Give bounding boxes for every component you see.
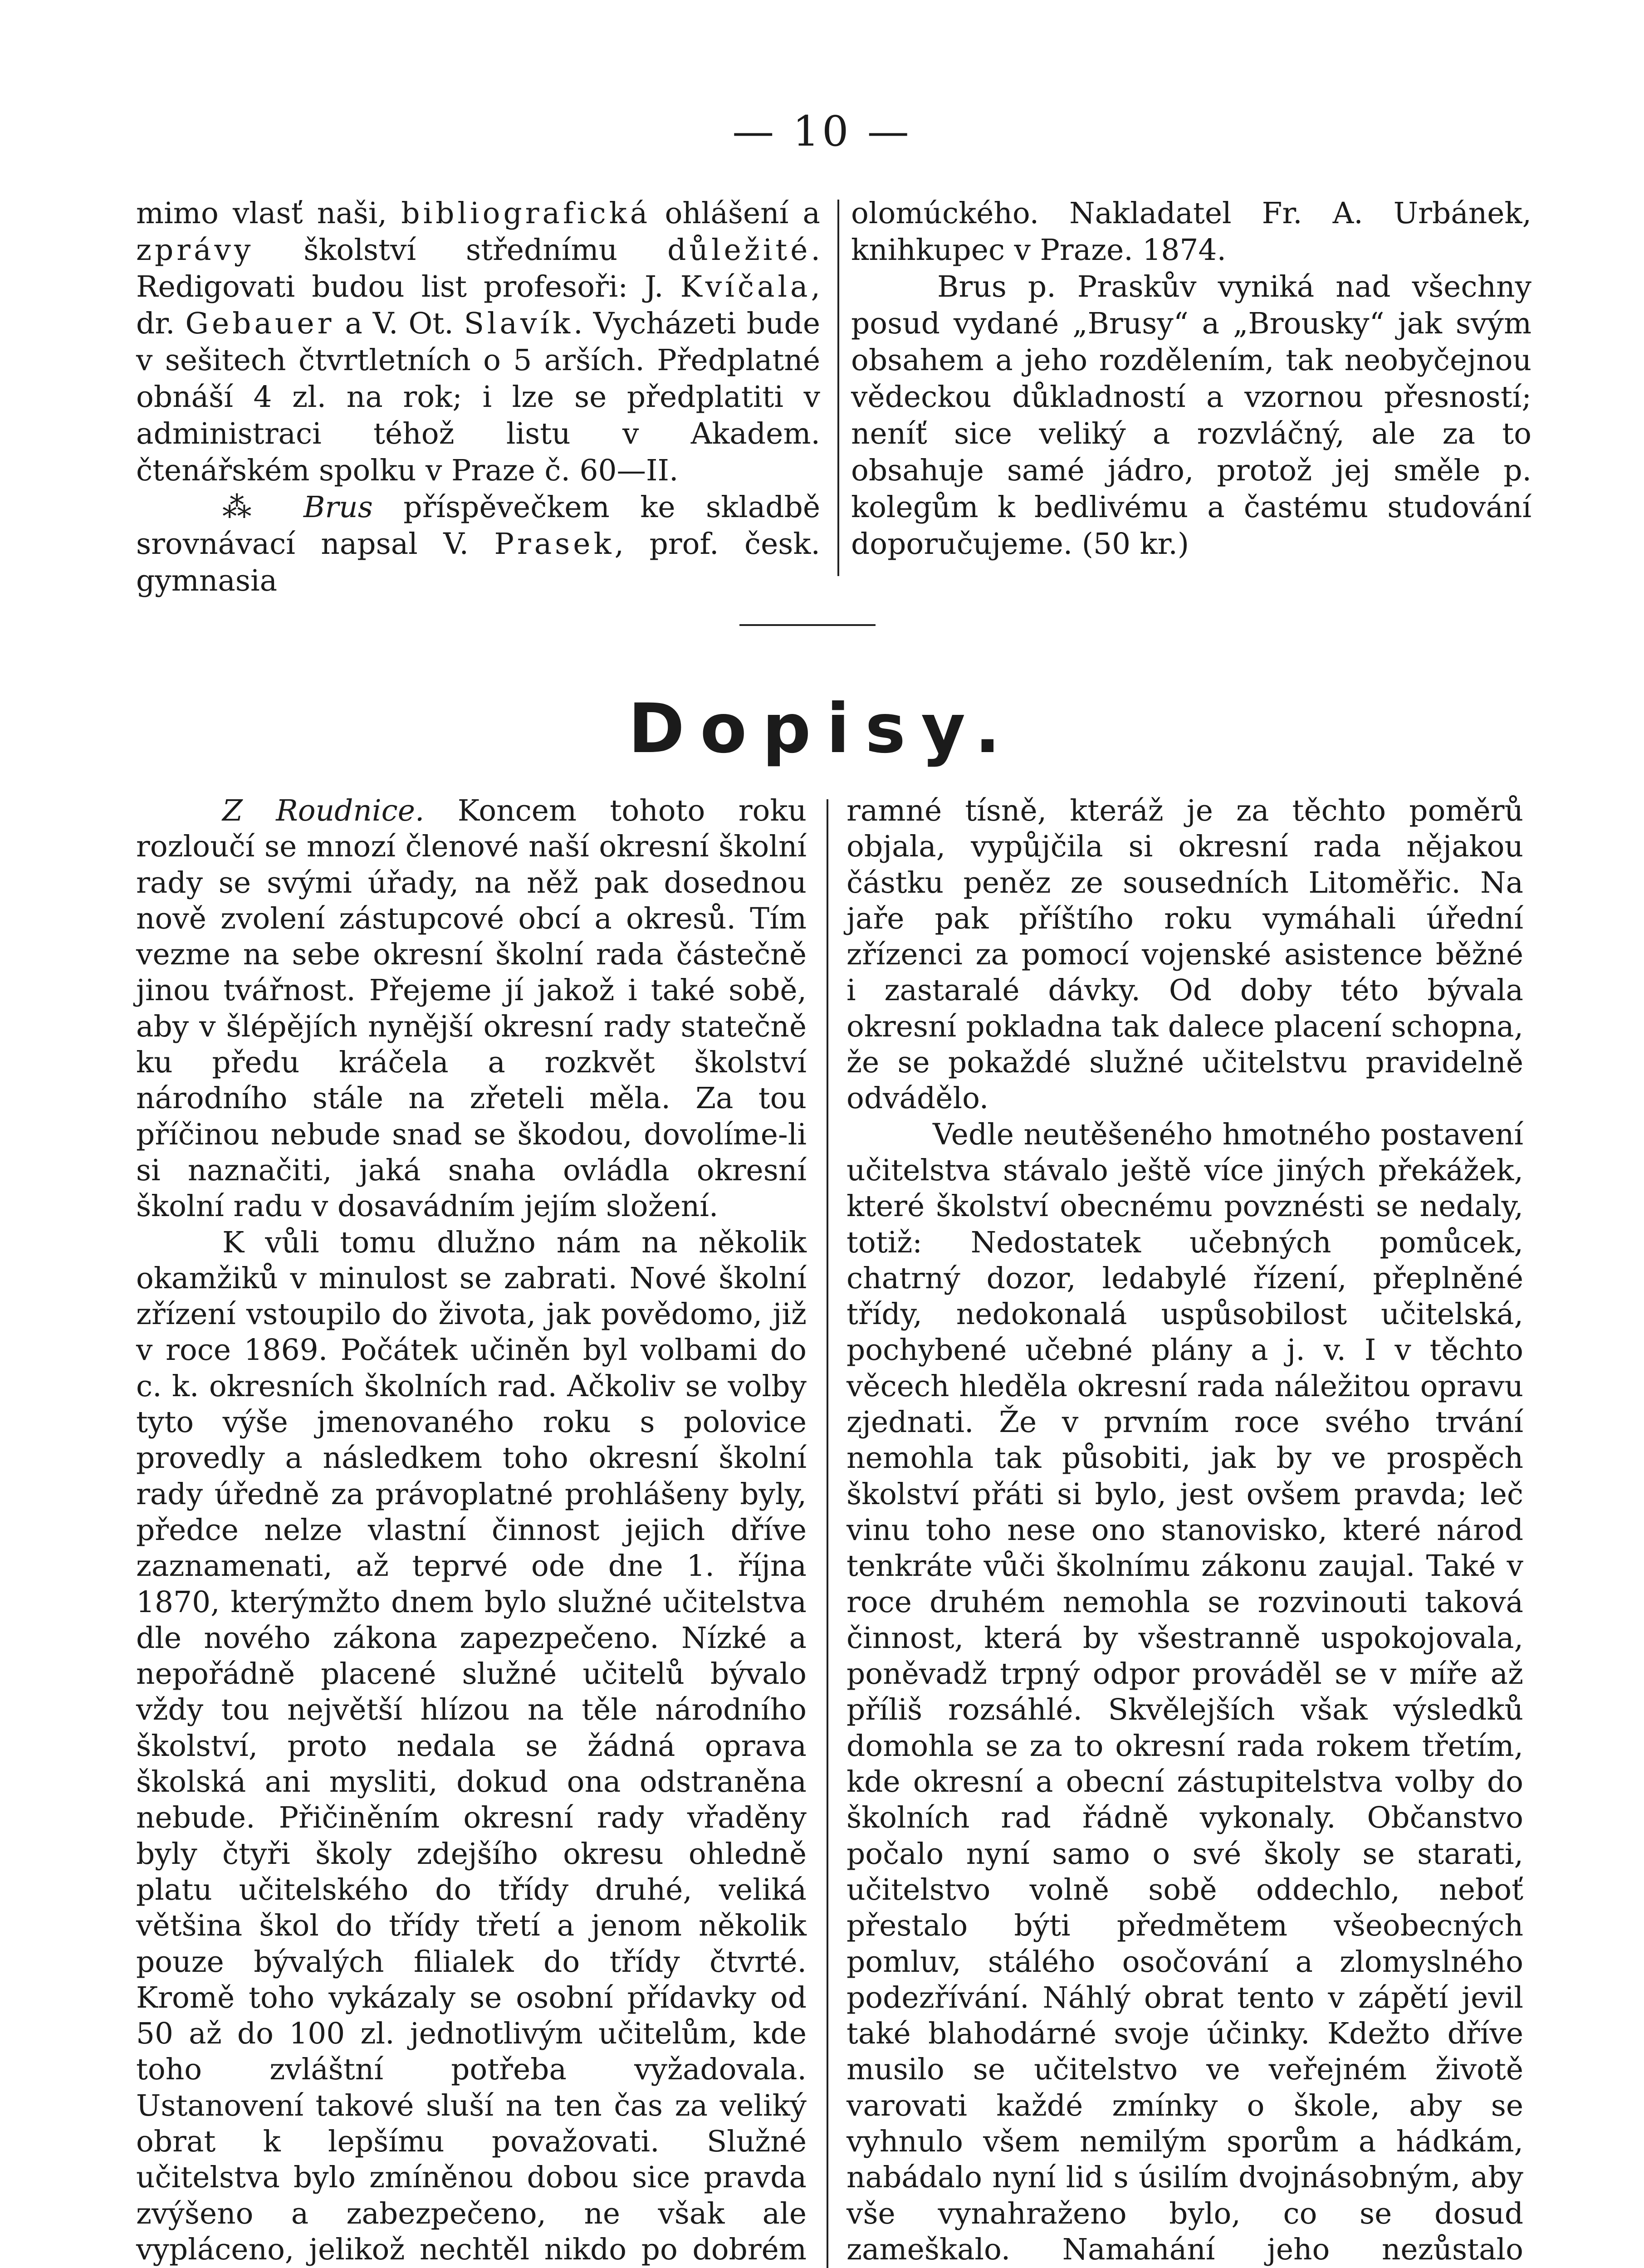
asterism-glyph: ⁂	[222, 490, 303, 524]
author-name: Prasek	[494, 527, 615, 561]
article-text: Koncem tohoto roku rozloučí se mnozí členové naší okresní školní rady se svými úřady, na něž pak dosednou nově zvolení zástupcové obcí a okresů. Tím vezme na sebe okresní školní rada částečně jinou tvářnost. Přejeme jí jakož i také sobě, aby v šlépějích nynější okresní rady statečně ku předu kráčela a rozkvět školství národního stále na zřeteli měla. Za tou příčinou nebude snad se škodou, dovolíme-li si naznačiti, jaká snaha ovládla okresní školní radu v dosavádním jejím složení.	[136, 794, 807, 1224]
notice-review-paragraph: Brus p. Praskův vyniká nad všechny posud vydané „Brusy“ a „Brousky“ jak svým obsahem a jeho rozdělením, tak neobyčejnou vědeckou důkladností a vzornou přesností; neníť sice veliký a rozvláčný, ale za to obsahuje samé jádro, protož jej směle p. kolegům k bedlivému a častému studování doporučujeme. (50 kr.)	[851, 270, 1531, 561]
section-heading: Dopisy.	[628, 689, 1016, 768]
notice-journal-paragraph	[136, 195, 820, 489]
article-paragraph: ramné tísně, kteráž je za těchto poměrů objala, vypůjčila si okresní rada nějakou částku peněz ze sousedních Litoměřic. Na jaře pak příštího roku vymáhali úřední zřízenci za pomocí vojenské asistence běžné i zastaralé dávky. Od doby této bývala okresní pokladna tak dalece placení schopna, že se pokaždé služné učitelstvu pravidelně odvádělo.	[846, 794, 1523, 1116]
page-number: — 10 —	[732, 107, 912, 156]
notice-spaced-term: důležité	[667, 233, 811, 267]
editor-name: Gebauer	[185, 307, 335, 341]
notice-text: příspěvečkem ke skladbě srovnávací napsal V.	[136, 490, 820, 561]
column-divider-top	[837, 200, 839, 576]
editor-name: Kvíčala	[680, 270, 811, 304]
notice-text: mimo vlasť naši,	[136, 196, 401, 230]
editor-name: Slavík	[464, 307, 574, 341]
notice-text: , dr.	[136, 270, 820, 341]
article-paragraph	[136, 793, 807, 1225]
notice-publisher-paragraph: olomúckého. Nakladatel Fr. A. Urbánek, knihkupec v Praze. 1874.	[851, 196, 1531, 267]
notice-text: ohlášení a	[651, 196, 821, 230]
article-right-column	[846, 793, 1523, 2268]
book-title: Brus	[303, 490, 373, 524]
column-divider-main	[827, 799, 828, 2268]
notices-left-column	[136, 195, 820, 599]
notice-text: , prof. česk. gymnasia	[136, 527, 820, 598]
notices-right-column	[851, 195, 1531, 562]
dateline: Z Roudnice.	[222, 794, 425, 828]
notice-text: a V. Ot.	[334, 307, 464, 341]
notice-brus-paragraph	[136, 489, 820, 599]
article-paragraph: K vůli tomu dlužno nám na několik okamžiků v minulost se zabrati. Nové školní zřízení vstoupilo do života, jak povědomo, již v roce 1869. Počátek učiněn byl volbami do c. k. okresních školních rad. Ačkoliv se volby tyto výše jmenovaného roku s polovice provedly a následkem toho okresní školní rady úředně za právoplatné prohlášeny byly, předce nelze vlastní činnost jejich dříve zaznamenati, až teprvé ode dne 1. října 1870, kterýmžto dnem bylo služné učitelstva dle nového zákona zapezpečeno. Nízké a nepořádně placené služné učitelů bývalo vždy tou největší hlízou na těle národního školství, proto nedala se žádná oprava školská ani mysliti, dokud ona odstraněna nebude. Přičiněním okresní rady vřaděny byly čtyři školy zdejšího okresu ohledně platu učitelského do třídy druhé, veliká většina škol do třídy třetí a jenom několik pouze bývalých filialek do třídy čtvrté. Kromě toho vykázaly se osobní přídavky od 50 až do 100 zl. jednotlivým učitelům, kde toho zvláštní potřeba vyžadovala. Ustanovení takové sluší na ten čas za veliký obrat k lepšímu považovati. Služné učitelstva bylo zmíněnou dobou sice pravda zvýšeno a zabezpečeno, ne však ale vypláceno, jelikož nechtěl nikdo po dobrém	[136, 1225, 807, 2267]
article-paragraph: Vedle neutěšeného hmotného postavení učitelstva stávalo ještě více jiných překážek, které školství obecnému povznésti se nedaly, totiž: Nedostatek učebných pomůcek, chatrný dozor, ledabylé řízení, přeplněné třídy, nedokonalá uspůsobilost učitelská, pochybené učebné plány a j. v. I v těchto věcech hleděla okresní rada náležitou opravu zjednati. Že v prvním roce svého trvání nemohla tak působiti, jak by ve prospěch školství přáti si bylo, jest ovšem pravda; leč vinu toho nese ono stanovisko, které národ tenkráte vůči školnímu zákonu zaujal. Také v roce druhém nemohla se rozvinouti taková činnost, která by všestranně uspokojovala, poněvadž trpný odpor prováděl se v míře až příliš rozsáhlé. Skvělejších však výsledků domohla se za to okresní rada rokem třetím, kde okresní a obecní zástupitelstva volby do školních rad řádně vykonaly. Občanstvo počalo nyní samo o své školy se starati, učitelstvo volně sobě oddechlo, neboť přestalo býti předmětem všeobecných pomluv, stálého osočování a zlomyslného podezřívání. Náhlý obrat tento v zápětí jevil také blahodárné svoje účinky. Kdežto dříve musilo se učitelstvo ve veřejném životě varovati každé zmínky o škole, aby se vyhnulo všem nemilým sporům a hádkám, nabádalo nyní lid s úsilím dvojnásobným, aby vše vynahraženo bylo, co se dosud zameškalo. Namahání jeho nezůstalo	[846, 1117, 1523, 2267]
notice-text: školství střednímu	[254, 233, 668, 267]
section-separator-rule	[739, 624, 876, 626]
notice-text: . Vycházeti bude v sešitech čtvrtletních o 5 arších. Předplatné obnáší 4 zl. na rok; i lze se předplatiti v administraci téhož listu v Akadem. čtenářském spolku v Praze č. 60—II.	[136, 307, 821, 488]
notice-text: . Redigovati budou list profesoři: J.	[136, 233, 820, 304]
notice-spaced-term: zprávy	[136, 233, 254, 267]
notice-spaced-term: bibliografická	[401, 196, 651, 230]
article-left-column	[136, 793, 807, 2268]
